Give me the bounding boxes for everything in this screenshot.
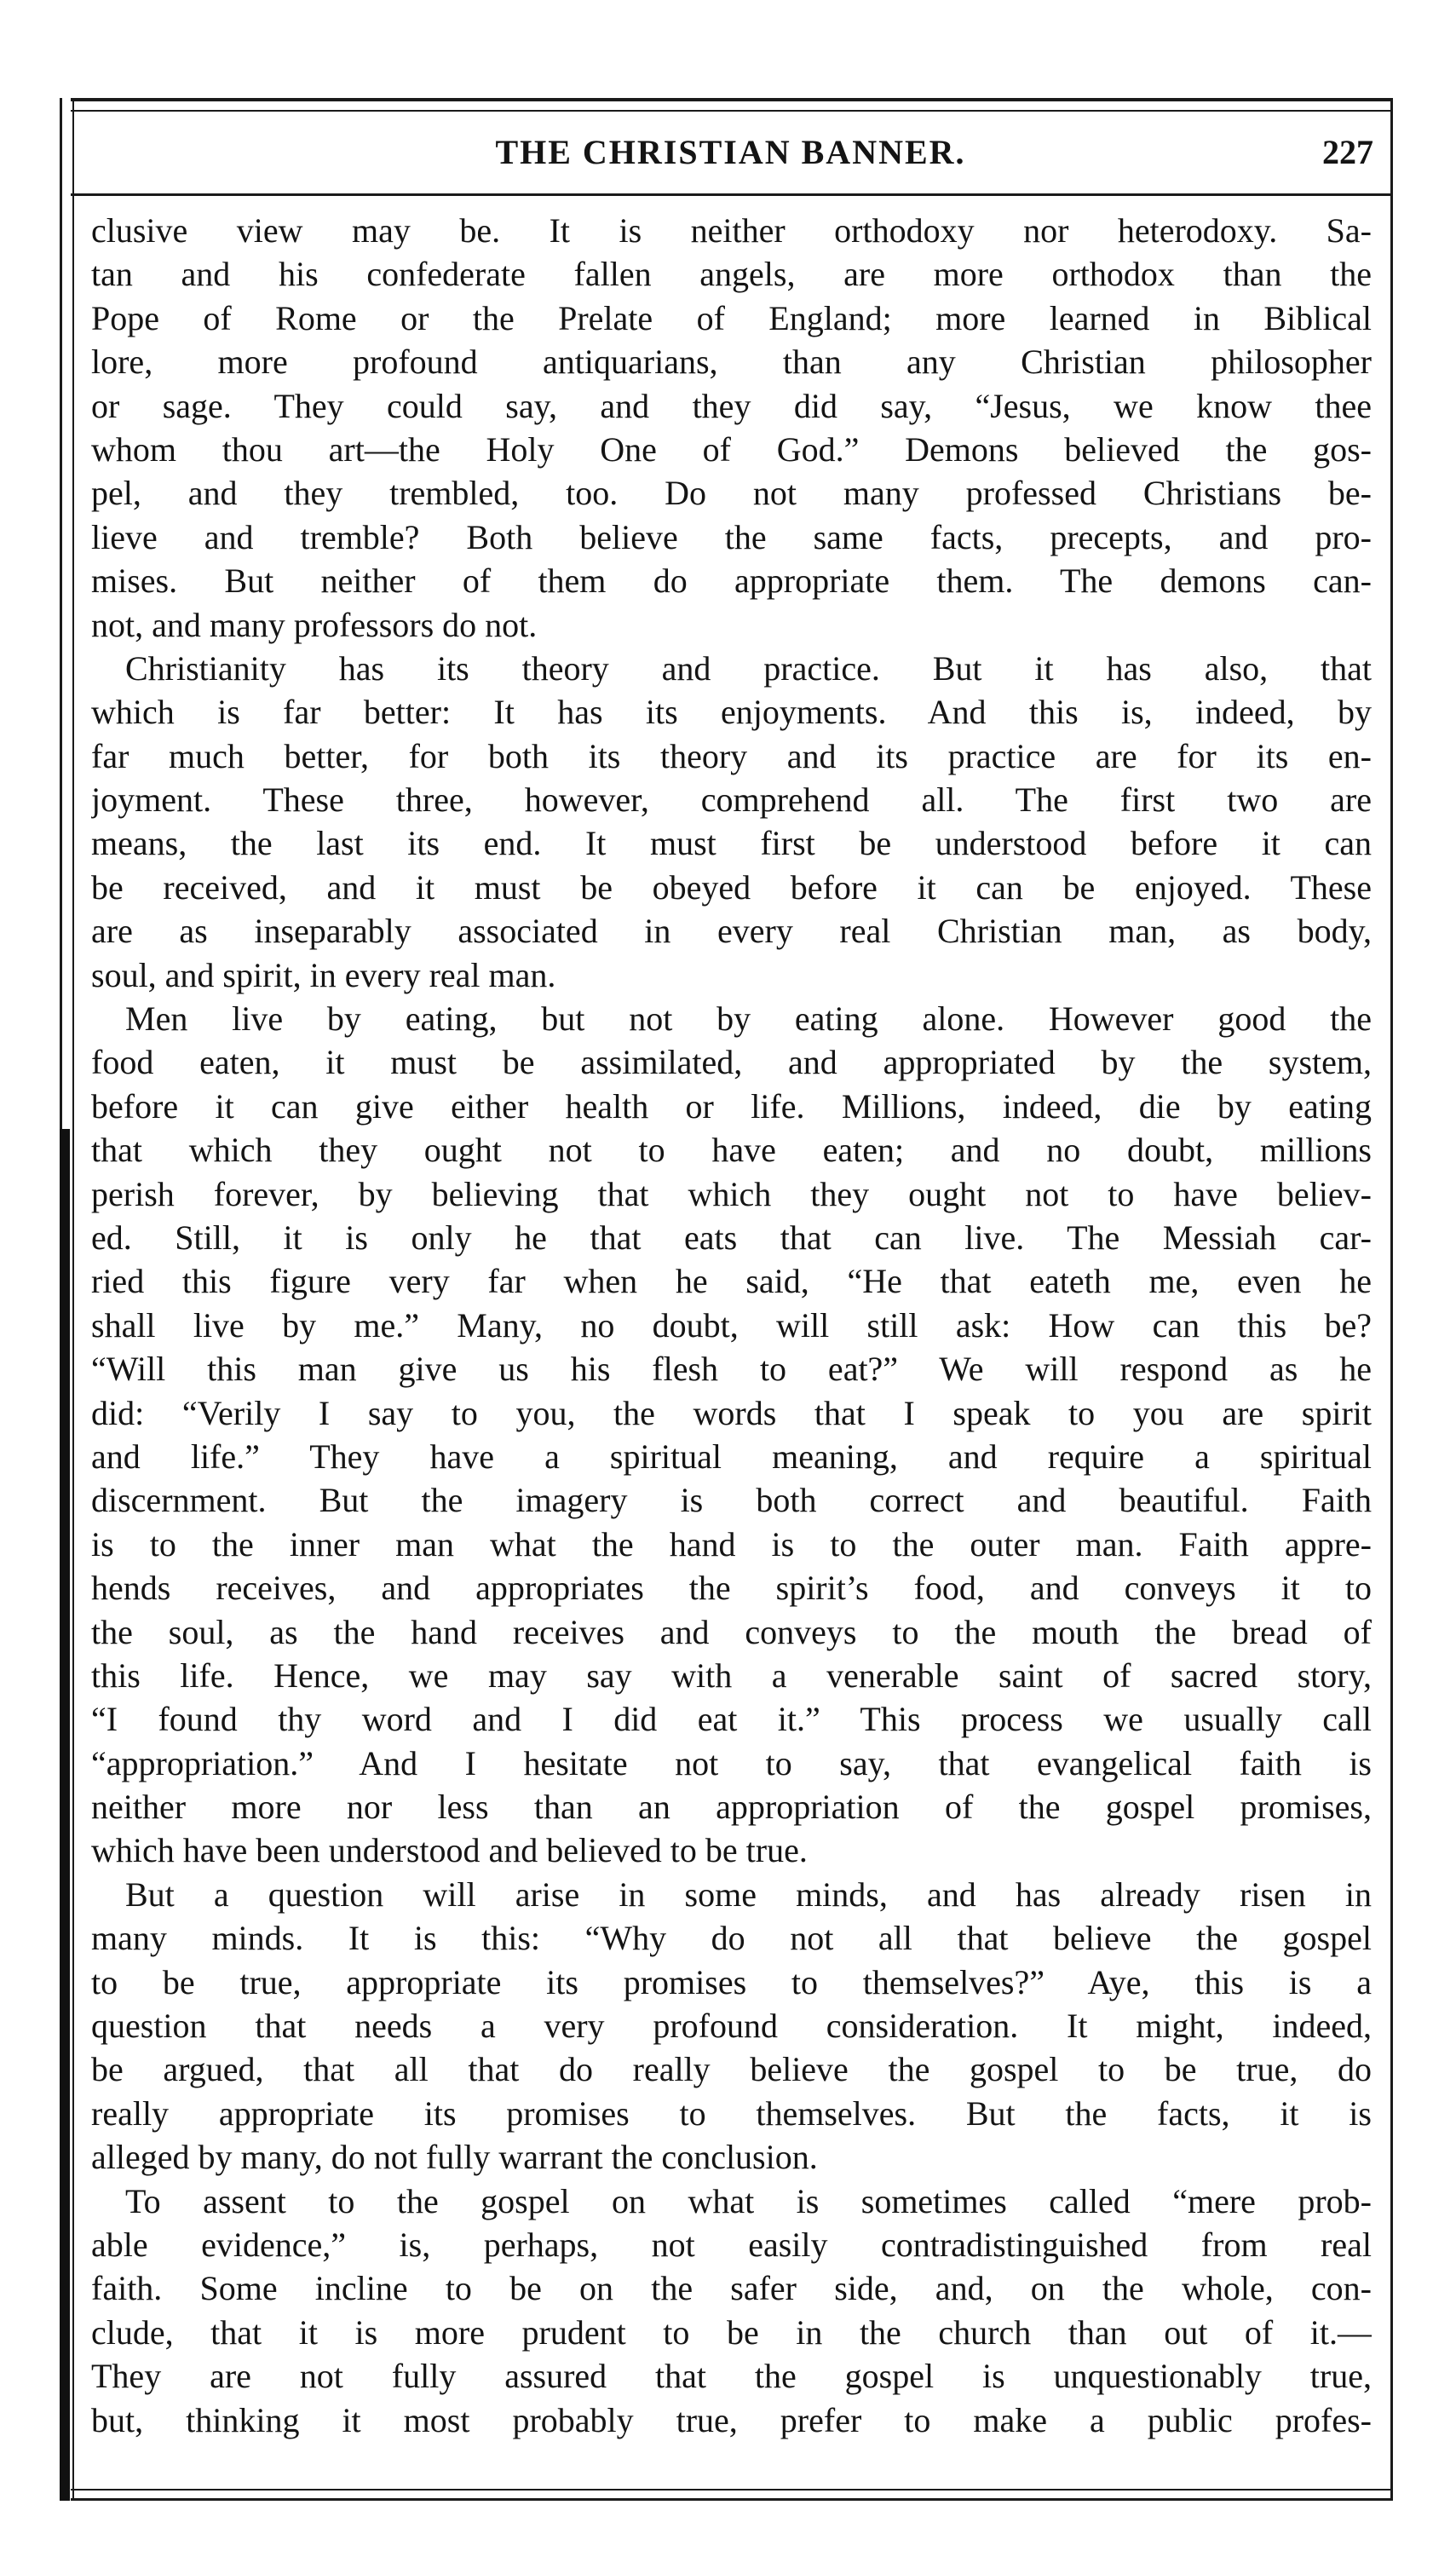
text-line: lieve and tremble? Both believe the same facts, precepts, and pro- [91,517,1372,556]
text-line: the soul, as the hand receives and conveys to the mouth the bread of [91,1612,1372,1651]
journal-title: THE CHRISTIAN BANNER. [495,133,966,171]
text-line: shall live by me.” Many, no doubt, will still ask: How can this be? [91,1305,1372,1345]
text-line: which is far better: It has its enjoyments. And this is, indeed, by [91,693,1372,732]
top-border-rule-inner [71,110,1390,112]
text-line: soul, and spirit, in every real man. [91,955,556,994]
text-line: “I found thy word and I did eat it.” This process we usually call [91,1700,1372,1739]
text-line: and life.” They have a spiritual meaning, and require a spiritual [91,1437,1372,1476]
text-line: this life. Hence, we may say with a venerable saint of sacred story, [91,1656,1372,1695]
text-line: clusive view may be. It is neither orthodoxy nor heterodoxy. Sa- [91,211,1372,250]
text-line: question that needs a very profound consideration. It might, indeed, [91,2007,1372,2046]
text-line: Pope of Rome or the Prelate of England; more learned in Biblical [91,298,1372,337]
text-line: hends receives, and appropriates the spirit’s food, and conveys it to [91,1569,1372,1608]
text-line: But a question will arise in some minds, and has already risen in [125,1874,1372,1914]
text-line: which have been understood and believed to be true. [91,1831,808,1870]
text-line: to be true, appropriate its promises to themselves?” Aye, this is a [91,1962,1372,2001]
text-line: that which they ought not to have eaten; and no doubt, millions [91,1131,1372,1170]
text-line: means, the last its end. It must first be understood before it can [91,824,1372,863]
text-line: be argued, that all that do really believe the gospel to be true, do [91,2050,1372,2089]
text-line: Men live by eating, but not by eating alone. However good the [125,999,1372,1039]
page-frame [60,98,1393,2501]
text-line: ed. Still, it is only he that eats that can live. The Messiah car- [91,1218,1372,1257]
text-line: be received, and it must be obeyed before it can be enjoyed. These [91,867,1372,907]
text-line: but, thinking it most probably true, prefer to make a public profes- [91,2400,1372,2439]
text-line: whom thou art—the Holy One of God.” Demons believed the gos- [91,429,1372,469]
text-line: are as inseparably associated in every real Christian man, as body, [91,912,1372,951]
header-rule [71,193,1390,196]
top-border-rule [71,98,1390,101]
text-line: faith. Some incline to be on the safer side, and, on the whole, con- [91,2269,1372,2308]
text-line: before it can give either health or life. Millions, indeed, die by eating [91,1086,1372,1126]
text-line: “appropriation.” And I hesitate not to say, that evangelical faith is [91,1743,1372,1782]
text-line: far much better, for both its theory and its practice are for its en- [91,736,1372,775]
page-number: 227 [1322,133,1373,171]
bottom-border-rule [71,2498,1390,2501]
text-line: mises. But neither of them do appropriate them. The demons can- [91,561,1372,601]
text-line: discernment. But the imagery is both correct and beautiful. Faith [91,1481,1372,1520]
text-line: alleged by many, do not fully warrant the conclusion. [91,2138,818,2177]
text-line: tan and his confederate fallen angels, are more orthodox than the [91,255,1372,294]
text-line: not, and many professors do not. [91,605,538,644]
text-line: able evidence,” is, perhaps, not easily contradistinguished from real [91,2225,1372,2264]
text-line: lore, more profound antiquarians, than any Christian philosopher [91,343,1372,382]
text-line: To assent to the gospel on what is sometimes called “mere prob- [125,2181,1372,2220]
bottom-border-rule-inner [71,2489,1390,2491]
text-line: neither more nor less than an appropriation of the gospel promises, [91,1788,1372,1827]
text-line: many minds. It is this: “Why do not all that believe the gospel [91,1919,1372,1958]
text-line: pel, and they trembled, too. Do not many professed Christians be- [91,474,1372,513]
article-body [91,209,1372,2442]
text-line: really appropriate its promises to themselves. But the facts, it is [91,2093,1372,2133]
text-line: did: “Verily I say to you, the words that I speak to you are spirit [91,1393,1372,1432]
running-header [88,132,1373,183]
text-line: perish forever, by believing that which they ought not to have believ- [91,1174,1372,1213]
page-spine-shadow [60,1129,70,2501]
text-line: ried this figure very far when he said, “He that eateth me, even he [91,1262,1372,1301]
text-line: Christianity has its theory and practice. But it has also, that [125,648,1372,688]
text-line: joyment. These three, however, comprehend all. The first two are [91,780,1372,820]
text-line: “Will this man give us his flesh to eat?” We will respond as he [91,1350,1372,1389]
text-line: is to the inner man what the hand is to the outer man. Faith appre- [91,1524,1372,1563]
text-line: food eaten, it must be assimilated, and appropriated by the system, [91,1043,1372,1082]
text-line: or sage. They could say, and they did say, “Jesus, we know thee [91,386,1372,425]
text-line: They are not fully assured that the gospel is unquestionably true, [91,2357,1372,2396]
text-line: clude, that it is more prudent to be in the church than out of it.— [91,2312,1372,2352]
